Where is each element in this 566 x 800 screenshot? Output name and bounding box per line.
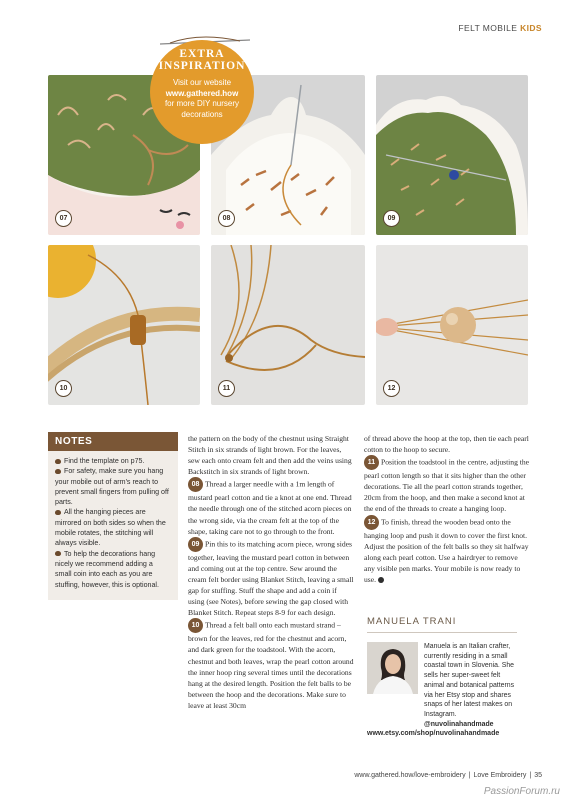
pearl-cotton-strands-knot-icon — [211, 245, 365, 405]
author-portrait-icon — [367, 642, 418, 694]
notes-list — [48, 451, 178, 595]
badge-text-b: for more DIY nursery decorations — [164, 99, 240, 119]
felt-green-chestnut-pin-icon — [376, 75, 528, 235]
author-bio-text: Manuela is an Italian crafter, currently residing in a small coastal town in Slovenia. She sells her super-sweet felt animal and botanical patterns via her Etsy stop and shares snaps of her latest makes on Instagram. — [424, 643, 515, 718]
step-number-badge: 08 — [218, 210, 235, 227]
notes-item: All the hanging pieces are mirrored on both sides so when the mobile rotates, the stitching will always visible. — [55, 508, 166, 548]
acorn-bullet-icon — [55, 510, 61, 515]
step-number-badge: 10 — [55, 380, 72, 397]
instructions-column-2 — [364, 433, 530, 585]
footer-magazine: Love Embroidery — [473, 772, 527, 779]
step-number: 09 — [188, 537, 203, 552]
extra-inspiration-badge — [150, 40, 254, 144]
step-paragraph: 10 Thread a felt ball onto each mustard strand – brown for the leaves, red for the chestnut and acorn, and dark green for the toadstool. With the acorn, chestnut and both leaves, wrap the pearl cotton around the inner hoop ring several times until the decorations hang at the desired length. Position the felt balls to be between the hoop and the decorations. Make sure to leave at least 30cm — [188, 618, 354, 711]
step-number: 12 — [364, 515, 379, 530]
photo-step-12 — [376, 245, 528, 405]
author-photo — [367, 642, 418, 694]
page-header — [458, 23, 542, 33]
step-paragraph: 09 Pin this to its matching acorn piece, wrong sides together, leaving the mustard pearl cotton in between and coming out at the top centre. Sew around the cream felt border using Blanket Stitch, leaving a small gap for stuffing. Stuff the shape and add a coin if using (see Notes), before sewing the gap closed with Blanket Stitch. Repeat steps 8-9 for each design. — [188, 537, 354, 619]
acorn-bullet-icon — [55, 469, 61, 474]
author-instagram-link[interactable]: @nuvolinahandmade — [424, 720, 494, 728]
step-number-badge: 07 — [55, 210, 72, 227]
hoop-wrapped-pearl-cotton-icon — [48, 245, 200, 405]
notes-box — [48, 432, 178, 600]
step-paragraph: 08 Thread a larger needle with a 1m length of mustard pearl cotton and tie a knot at one end. Thread the needle through one of the stitched acorn pieces on the wrong side, via the cream felt at the top of the shape, taking care not to go through to the front. — [188, 477, 354, 536]
footer-page-number: 35 — [534, 772, 542, 779]
badge-title-line1: EXTRA — [179, 48, 225, 60]
wooden-bead-threads-icon — [376, 245, 528, 405]
notes-item: Find the template on p75. — [55, 456, 171, 466]
step-number: 08 — [188, 477, 203, 492]
step-number: 11 — [364, 455, 379, 470]
watermark: PassionForum.ru — [483, 786, 560, 797]
photo-step-10 — [48, 245, 200, 405]
badge-title-line2: INSPIRATION — [158, 60, 246, 72]
author-bio — [424, 642, 517, 729]
step-paragraph: 12 To finish, thread the wooden bead onto the hanging loop and push it down to cover the first knot. Adjust the position of the felt balls so they sit halfway along each pearl cotton. Use a hairdryer to remove any visible pen marks. Your mobile is now ready to use. — [364, 515, 530, 585]
author-box — [367, 616, 517, 737]
footer-separator: | — [529, 772, 532, 779]
photo-step-11 — [211, 245, 365, 405]
badge-text-a: Visit our website — [172, 78, 232, 87]
notes-item: To help the decorations hang nicely we recommend adding a small coin into each as you are stuffing, however, this is optional. — [55, 549, 159, 589]
column-intro: of thread above the hoop at the top, then tie each pearl cotton to the hoop to secure. — [364, 434, 529, 455]
end-mark-icon — [378, 577, 384, 583]
instructions-column-1 — [188, 433, 354, 711]
badge-text — [150, 78, 254, 120]
notes-title: NOTES — [48, 432, 178, 451]
acorn-bullet-icon — [55, 459, 61, 464]
footer-separator: | — [468, 772, 471, 779]
step-number-badge: 09 — [383, 210, 400, 227]
author-name: MANUELA TRANI — [367, 616, 517, 633]
step-number-badge: 11 — [218, 380, 235, 397]
column-intro: the pattern on the body of the chestnut using Straight Stitch in six strands of light brown. For the leaves, sew each onto cream felt and then add the veins using Backstitch in six strands of light brown. — [188, 434, 352, 477]
photo-step-09 — [376, 75, 528, 235]
page-footer — [354, 772, 542, 779]
step-number: 10 — [188, 618, 203, 633]
badge-url-link[interactable]: www.gathered.how — [165, 88, 239, 98]
category-label: KIDS — [520, 23, 542, 33]
acorn-bullet-icon — [55, 551, 61, 556]
step-paragraph: 11 Position the toadstool in the centre, adjusting the pearl cotton length so that it sits higher than the other decorations. Tie all the pearl cotton strands together, 20cm from the hoop, and then make a second knot at the end of the threads to create a hanging loop. — [364, 455, 530, 514]
section-title: FELT MOBILE — [458, 23, 518, 33]
step-number-badge: 12 — [383, 380, 400, 397]
footer-site-link[interactable]: www.gathered.how/love-embroidery — [354, 772, 466, 779]
author-row — [367, 642, 517, 729]
author-etsy-link[interactable]: www.etsy.com/shop/nuvolinahandmade — [367, 730, 500, 738]
notes-item: For safety, make sure you hang your mobile out of arm's reach to prevent small fingers from pulling off parts. — [55, 467, 169, 507]
